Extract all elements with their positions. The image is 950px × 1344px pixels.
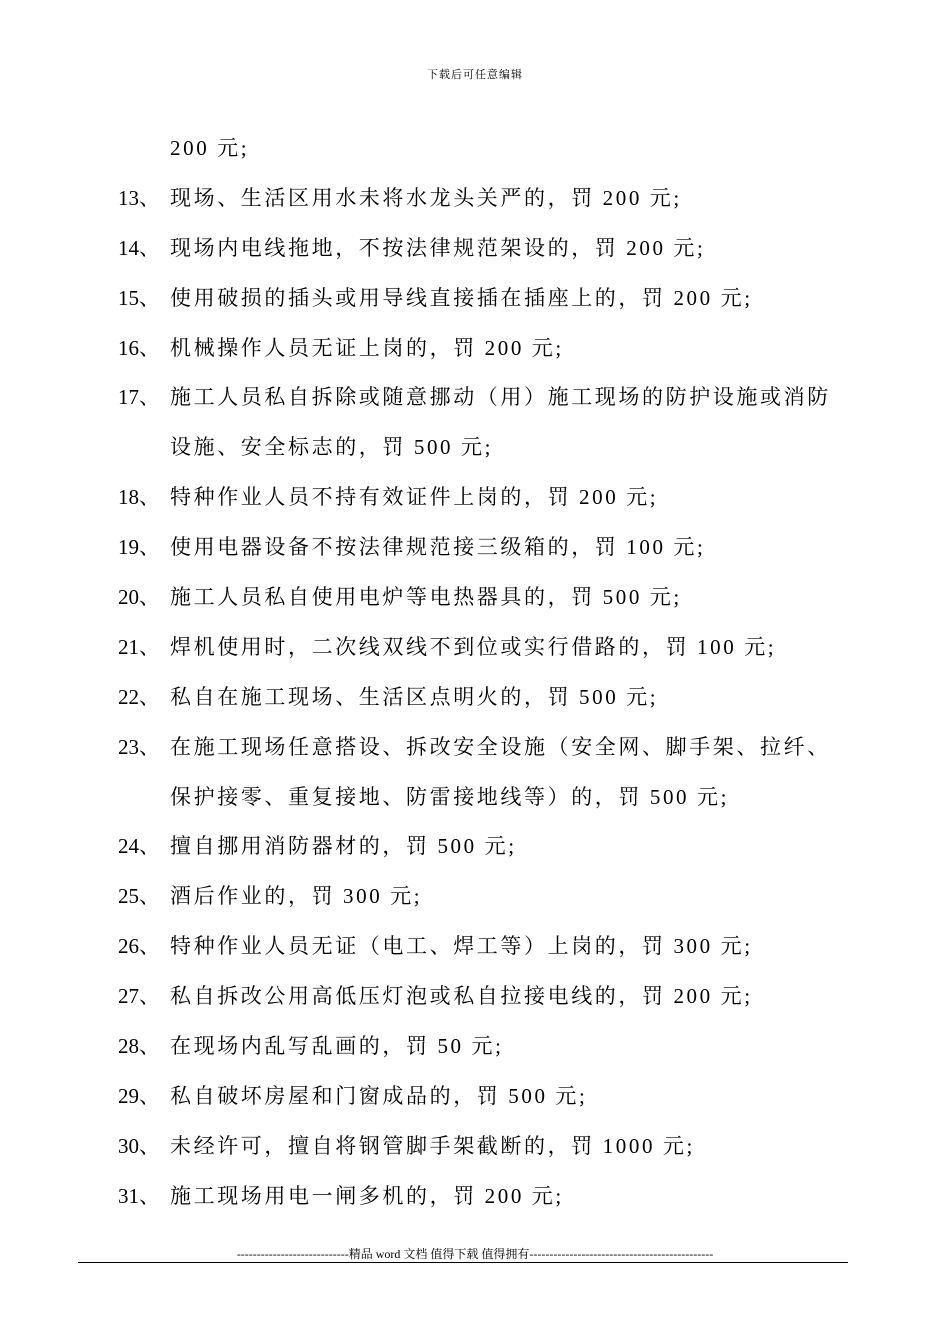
page-footer: ----------------------------精品 word 文档 值得下载 值得拥有---------------------------------------------- — [236, 1247, 714, 1261]
item-number: 28、 — [118, 1034, 160, 1059]
item-number: 22、 — [118, 684, 160, 709]
list-item — [118, 174, 878, 224]
item-number: 29、 — [118, 1083, 160, 1108]
item-number: 24、 — [118, 834, 160, 859]
item-number: 17、 — [118, 385, 160, 410]
list-item — [118, 1072, 878, 1122]
item-text: 未经许可，擅自将钢管脚手架截断的，罚 1000 元; — [170, 1133, 695, 1158]
item-text: 施工人员私自使用电炉等电热器具的，罚 500 元; — [170, 585, 682, 610]
list-item — [118, 972, 878, 1022]
item-number: 15、 — [118, 285, 160, 310]
list-item-continuation — [118, 124, 878, 174]
item-text: 200 元; — [170, 136, 250, 160]
list-item — [118, 1022, 878, 1072]
list-item — [118, 922, 878, 972]
item-text: 现场、生活区用水未将水龙头关严的，罚 200 元; — [170, 185, 682, 210]
list-item — [118, 573, 878, 623]
item-number: 19、 — [118, 535, 160, 560]
list-item — [118, 523, 878, 573]
list-item — [118, 1122, 878, 1172]
list-item-continuation — [118, 773, 878, 823]
item-number: 23、 — [118, 734, 160, 759]
list-item — [118, 324, 878, 374]
list-item — [118, 373, 878, 423]
item-text: 使用电器设备不按法律规范接三级箱的，罚 100 元; — [170, 535, 706, 560]
item-text: 私自破坏房屋和门窗成品的，罚 500 元; — [170, 1083, 588, 1108]
item-text: 施工人员私自拆除或随意挪动（用）施工现场的防护设施或消防 — [170, 385, 831, 410]
item-number: 26、 — [118, 934, 160, 959]
item-number: 20、 — [118, 585, 160, 610]
item-text: 机械操作人员无证上岗的，罚 200 元; — [170, 335, 564, 360]
list-item — [118, 473, 878, 523]
list-item — [118, 274, 878, 324]
item-number: 18、 — [118, 485, 160, 510]
item-text: 酒后作业的，罚 300 元; — [170, 884, 423, 909]
item-text: 特种作业人员无证（电工、焊工等）上岗的，罚 300 元; — [170, 934, 753, 959]
item-number: 25、 — [118, 884, 160, 909]
item-text: 焊机使用时，二次线双线不到位或实行借路的，罚 100 元; — [170, 634, 777, 659]
item-text: 使用破损的插头或用导线直接插在插座上的，罚 200 元; — [170, 285, 753, 310]
item-text: 在施工现场任意搭设、拆改安全设施（安全网、脚手架、拉纤、 — [170, 734, 831, 759]
page-header: 下载后可任意编辑 — [427, 69, 523, 81]
item-number: 30、 — [118, 1133, 160, 1158]
list-item — [118, 224, 878, 274]
list-item — [118, 623, 878, 673]
item-text: 擅自挪用消防器材的，罚 500 元; — [170, 834, 517, 859]
item-text: 私自拆改公用高低压灯泡或私自拉接电线的，罚 200 元; — [170, 984, 753, 1009]
list-item-continuation — [118, 423, 878, 473]
item-number: 13、 — [118, 185, 160, 210]
item-number: 14、 — [118, 235, 160, 260]
item-text: 施工现场用电一闸多机的，罚 200 元; — [170, 1183, 564, 1208]
list-item — [118, 673, 878, 723]
item-text: 设施、安全标志的，罚 500 元; — [170, 435, 494, 460]
footer-divider — [78, 1262, 848, 1263]
item-text: 特种作业人员不持有效证件上岗的，罚 200 元; — [170, 485, 659, 510]
document-body — [118, 124, 878, 1222]
list-item — [118, 1172, 878, 1222]
item-text: 现场内电线拖地，不按法律规范架设的，罚 200 元; — [170, 235, 706, 260]
item-text: 私自在施工现场、生活区点明火的，罚 500 元; — [170, 684, 659, 709]
item-number: 21、 — [118, 634, 160, 659]
list-item — [118, 872, 878, 922]
item-text: 在现场内乱写乱画的，罚 50 元; — [170, 1034, 504, 1059]
list-item — [118, 723, 878, 773]
item-text: 保护接零、重复接地、防雷接地线等）的，罚 500 元; — [170, 784, 730, 809]
item-number: 16、 — [118, 335, 160, 360]
list-item — [118, 822, 878, 872]
item-number: 31、 — [118, 1183, 160, 1208]
item-number: 27、 — [118, 984, 160, 1009]
